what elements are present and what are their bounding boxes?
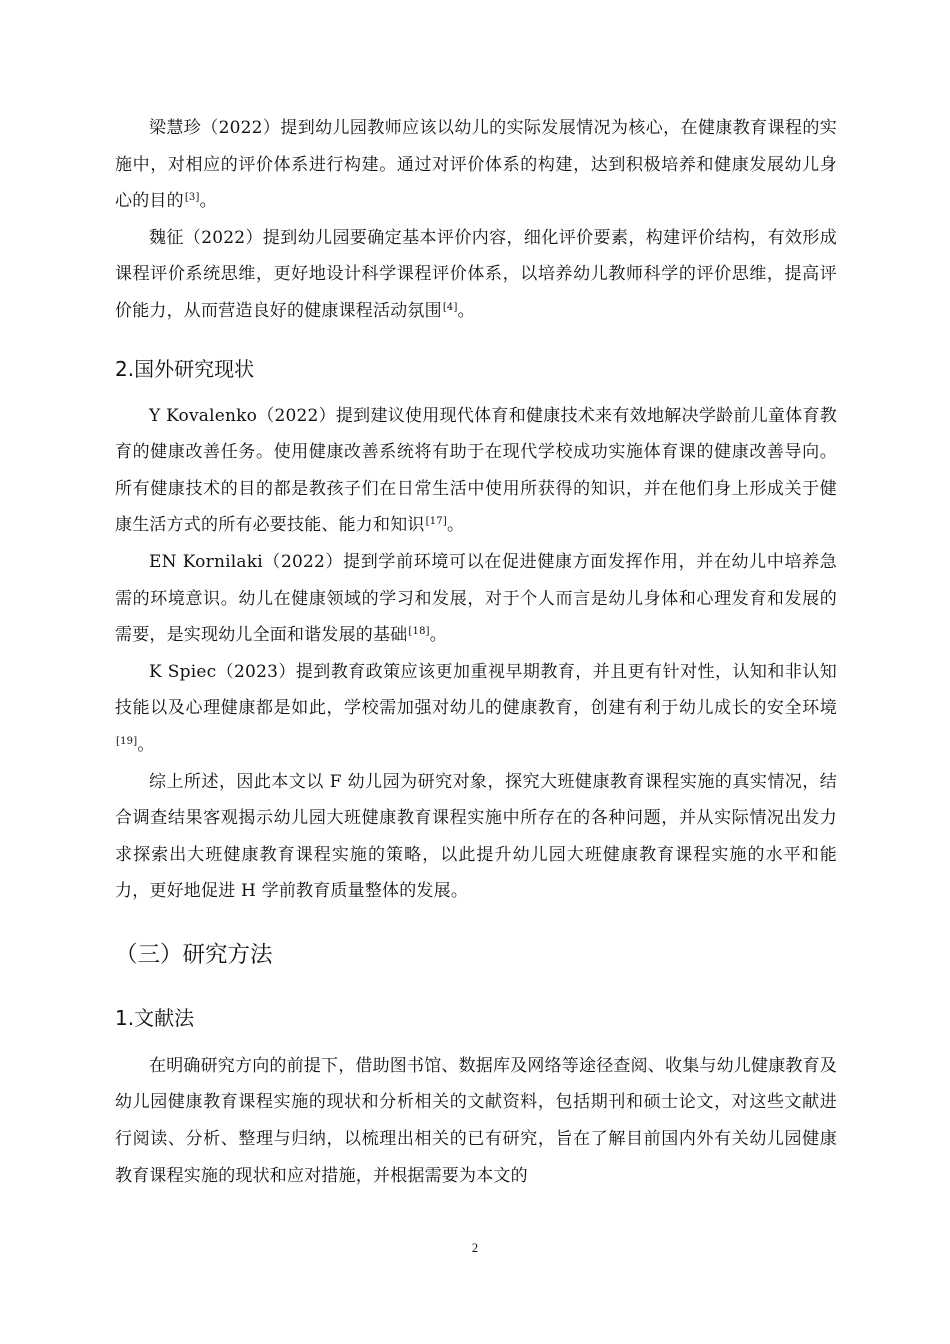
heading-foreign-research: 2.国外研究现状 [115,356,255,381]
paragraph-literature: 在明确研究方向的前提下，借助图书馆、数据库及网络等途径查阅、收集与幼儿健康教育及幼儿园健康教育课程实施的现状和分析相关的文献资料，包括期刊和硕士论文，对这些文献进行阅读、分析、整理与归纳，以梳理出相关的已有研究，旨在了解目前国内外有关幼儿园健康教育课程实施的现状和应对措施，并根据需要为本文的 [115,1055,837,1186]
paragraph-liang: 梁慧珍（2022）提到幼儿园教师应该以幼儿的实际发展情况为核心，在健康教育课程的实施中，对相应的评价体系进行构建。通过对评价体系的构建，达到积极培养和健康发展幼儿身心的目的[3]。 [115,118,837,212]
citation-ref: [3] [184,192,200,204]
paragraph-kovalenko: Y Kovalenko（2022）提到建议使用现代体育和健康技术来有效地解决学龄前儿童体育教育的健康改善任务。使用健康改善系统将有助于在现代学校成功实施体育课的健康改善导向。所有健康技术的目的都是教孩子们在日常生活中使用所获得的知识，并在他们身上形成关于健康生活方式的所有必要技能、能力和知识[17]。 [115,405,837,536]
citation-ref: [19] [116,735,138,747]
page-content [115,110,837,1194]
paragraph-wei: 魏征（2022）提到幼儿园要确定基本评价内容，细化评价要素，构建评价结构，有效形成课程评价系统思维，更好地设计科学课程评价体系，以培养幼儿教师科学的评价思维，提高评价能力，从而营造良好的健康课程活动氛围[4]。 [115,227,837,321]
heading-research-methods: （三）研究方法 [115,941,273,968]
paragraph-kornilaki: EN Kornilaki（2022）提到学前环境可以在促进健康方面发挥作用，并在幼儿中培养急需的环境意识。幼儿在健康领域的学习和发展，对于个人而言是幼儿身体和心理发育和发展的需要，是实现幼儿全面和谐发展的基础[18]。 [115,551,837,646]
citation-ref: [17] [425,516,447,528]
paragraph-spiec: K Spiec（2023）提到教育政策应该更加重视早期教育，并且更有针对性，认知和非认知技能以及心理健康都是如此，学校需加强对幼儿的健康教育，创建有利于幼儿成长的安全环境[19]。 [115,661,837,755]
paragraph-summary: 综上所述，因此本文以 F 幼儿园为研究对象，探究大班健康教育课程实施的真实情况，结合调查结果客观揭示幼儿园大班健康教育课程实施中所存在的各种问题，并从实际情况出发力求探索出大班健康教育课程实施的策略，以此提升幼儿园大班健康教育课程实施的水平和能力，更好地促进 H 学前教育质量整体的发展。 [115,771,837,902]
citation-ref: [4] [442,301,458,313]
page-number: 2 [471,1241,479,1255]
heading-literature-method: 1.文献法 [115,1005,195,1030]
citation-ref: [18] [408,626,430,638]
